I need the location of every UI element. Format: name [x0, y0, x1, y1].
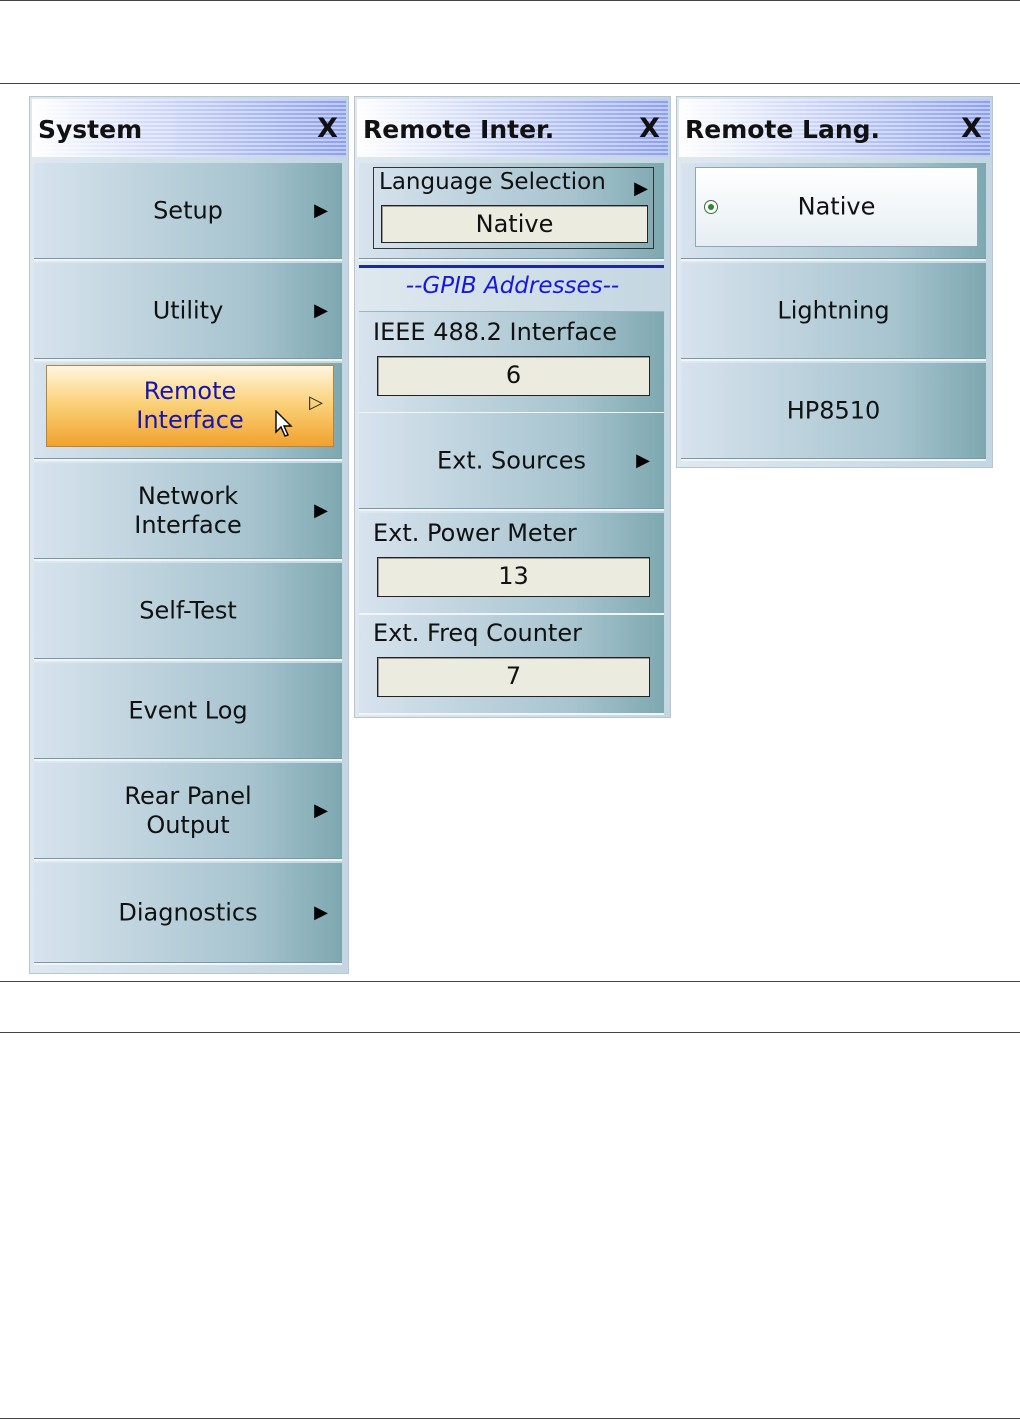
button-label: Diagnostics — [118, 898, 258, 927]
button-label: Remote Interface — [136, 377, 244, 434]
ext-freq-counter-group — [359, 615, 664, 715]
ext-freq-counter-label: Ext. Freq Counter — [373, 619, 582, 647]
remote-interface-button[interactable] — [46, 365, 334, 447]
hp8510-option-button[interactable] — [681, 363, 986, 461]
utility-button[interactable] — [34, 263, 342, 361]
remote-inter-panel — [354, 96, 671, 718]
remote-inter-titlebar — [357, 99, 668, 157]
ext-power-meter-field[interactable]: 13 — [377, 557, 650, 597]
rear-panel-output-button[interactable] — [34, 763, 342, 861]
gpib-divider — [359, 265, 664, 268]
remote-lang-panel — [676, 96, 993, 468]
diagnostics-button[interactable] — [34, 863, 342, 965]
setup-button[interactable] — [34, 163, 342, 261]
panel-title: Remote Lang. — [685, 115, 881, 144]
button-label: HP8510 — [786, 396, 881, 425]
button-label: Ext. Sources — [437, 446, 586, 475]
submenu-arrow-icon: ▶ — [314, 200, 328, 221]
ieee-interface-group — [359, 311, 664, 414]
system-titlebar — [32, 99, 346, 157]
panel-title: System — [38, 115, 143, 144]
footer-rule — [0, 1418, 1020, 1419]
close-icon[interactable]: X — [961, 113, 982, 144]
lightning-option-button[interactable] — [681, 263, 986, 361]
button-label: Utility — [152, 296, 224, 325]
button-label: Setup — [153, 196, 223, 225]
ext-freq-counter-field[interactable]: 7 — [377, 657, 650, 697]
ieee-interface-label: IEEE 488.2 Interface — [373, 318, 617, 346]
open-submenu-arrow-icon: ▷ — [309, 392, 323, 413]
ext-sources-button[interactable] — [359, 413, 664, 511]
figure-bottom-rule — [0, 981, 1020, 982]
caption-rule — [0, 1032, 1020, 1033]
event-log-button[interactable] — [34, 663, 342, 761]
mouse-pointer-icon — [275, 410, 295, 438]
language-selection-label: Language Selection — [379, 169, 606, 195]
submenu-arrow-icon: ▶ — [636, 450, 650, 471]
submenu-arrow-icon: ▶ — [634, 178, 648, 199]
system-menu-panel — [29, 96, 349, 974]
ext-power-meter-group — [359, 513, 664, 615]
top-rule — [0, 0, 1020, 1]
ieee-interface-field[interactable]: 6 — [377, 356, 650, 396]
button-label: Rear Panel Output — [124, 782, 252, 839]
submenu-arrow-icon: ▶ — [314, 300, 328, 321]
submenu-arrow-icon: ▶ — [314, 902, 328, 923]
gpib-addresses-header: --GPIB Addresses-- — [405, 273, 620, 299]
ext-power-meter-label: Ext. Power Meter — [373, 519, 577, 547]
header-rule — [0, 83, 1020, 84]
remote-lang-titlebar — [679, 99, 990, 157]
native-option-button[interactable] — [695, 167, 978, 247]
language-selection-button[interactable] — [359, 163, 664, 261]
close-icon[interactable]: X — [639, 113, 660, 144]
panel-title: Remote Inter. — [363, 115, 555, 144]
close-icon[interactable]: X — [317, 113, 338, 144]
button-label: Lightning — [777, 296, 890, 325]
network-interface-button[interactable] — [34, 463, 342, 561]
submenu-arrow-icon: ▶ — [314, 800, 328, 821]
submenu-arrow-icon: ▶ — [314, 500, 328, 521]
button-label: Event Log — [128, 696, 248, 725]
button-label: Self-Test — [139, 596, 237, 625]
button-label: Network Interface — [134, 482, 242, 539]
self-test-button[interactable] — [34, 563, 342, 661]
button-label: Native — [797, 192, 876, 221]
language-selection-value: Native — [381, 205, 648, 243]
